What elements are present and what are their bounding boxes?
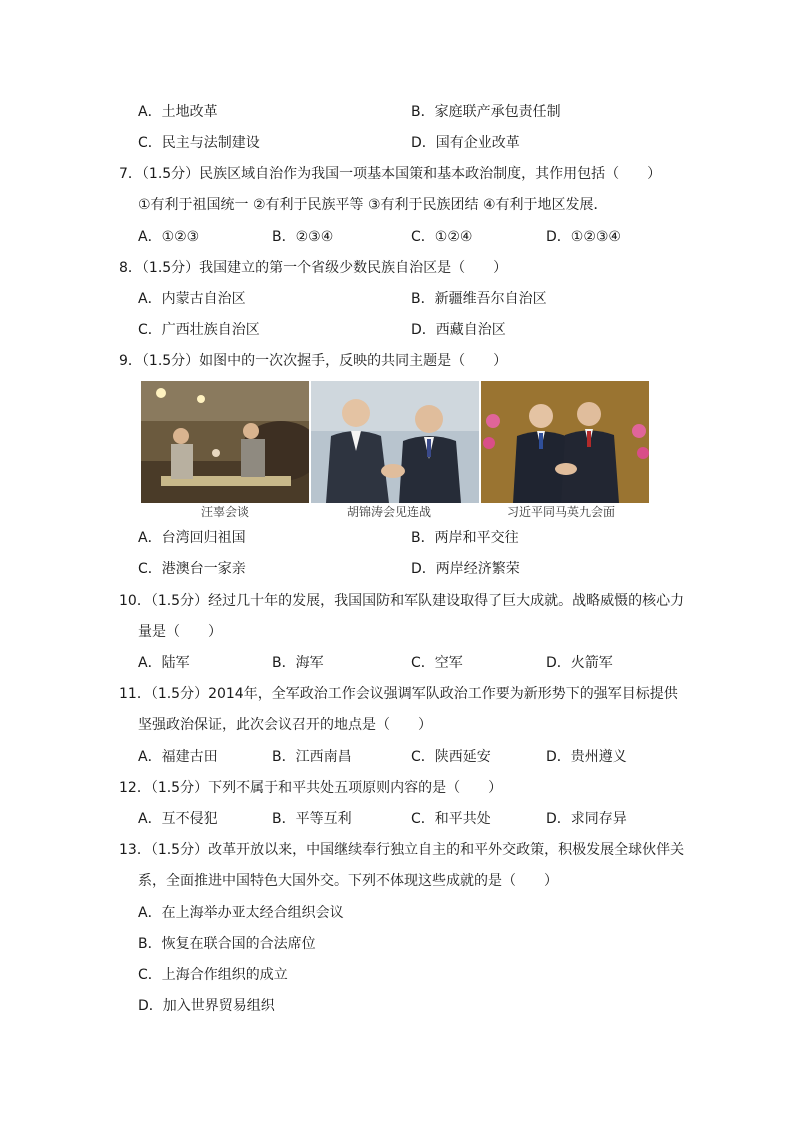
q11-stem-line1: 11．（1.5分）2014年，全军政治工作会议强调军队政治工作要为新形势下的强军目标提供	[119, 686, 678, 702]
q9-option-a: A．台湾回归祖国	[138, 530, 246, 546]
q9-option-b: B．两岸和平交往	[411, 530, 519, 546]
q6-option-a: A．土地改革	[138, 104, 218, 120]
q12-option-d: D．求同存异	[546, 811, 627, 827]
q13-stem-line2: 系，全面推进中国特色大国外交。下列不体现这些成就的是（ ）	[138, 873, 558, 889]
q11-option-a: A．福建古田	[138, 749, 218, 765]
q8-option-b: B．新疆维吾尔自治区	[411, 291, 547, 307]
q7-option-b: B．②③④	[272, 229, 334, 245]
handshake-photos	[141, 381, 649, 521]
q12-option-b: B．平等互利	[272, 811, 352, 827]
q7-option-c: C．①②④	[411, 229, 473, 245]
q13-option-a: A．在上海举办亚太经合组织会议	[138, 905, 344, 921]
q7-items: ①有利于祖国统一 ②有利于民族平等 ③有利于民族团结 ④有利于地区发展．	[138, 197, 608, 213]
q11-option-c: C．陕西延安	[411, 749, 491, 765]
q12-option-c: C．和平共处	[411, 811, 491, 827]
q13-option-b: B．恢复在联合国的合法席位	[138, 936, 316, 952]
q9-option-c: C．港澳台一家亲	[138, 561, 246, 577]
q10-option-c: C．空军	[411, 655, 463, 671]
q8-option-d: D．西藏自治区	[411, 322, 506, 338]
q10-stem-line2: 量是（ ）	[138, 624, 222, 640]
q7-stem: 7．（1.5分）民族区域自治作为我国一项基本国策和基本政治制度，其作用包括（ ）	[119, 166, 662, 182]
q8-stem: 8．（1.5分）我国建立的第一个省级少数民族自治区是（ ）	[119, 260, 508, 276]
q13-option-d: D．加入世界贸易组织	[138, 998, 275, 1014]
q11-stem-line2: 坚强政治保证，此次会议召开的地点是（ ）	[138, 717, 432, 733]
photo-hu-lian-meeting	[311, 381, 479, 503]
q6-option-c: C．民主与法制建设	[138, 135, 260, 151]
q9-option-d: D．两岸经济繁荣	[411, 561, 520, 577]
photo-wang-gu-talks	[141, 381, 309, 503]
q12-option-a: A．互不侵犯	[138, 811, 218, 827]
q11-option-d: D．贵州遵义	[546, 749, 627, 765]
q7-option-d: D．①②③④	[546, 229, 621, 245]
q8-option-c: C．广西壮族自治区	[138, 322, 260, 338]
q11-option-b: B．江西南昌	[272, 749, 352, 765]
q10-option-a: A．陆军	[138, 655, 190, 671]
q10-stem-line1: 10．（1.5分）经过几十年的发展，我国国防和军队建设取得了巨大成就。战略威慑的核心力	[119, 593, 685, 609]
q10-option-d: D．火箭军	[546, 655, 613, 671]
q7-option-a: A．①②③	[138, 229, 200, 245]
caption-1: 汪辜会谈	[201, 505, 250, 519]
q12-stem: 12．（1.5分）下列不属于和平共处五项原则内容的是（ ）	[119, 780, 503, 796]
q13-stem-line1: 13．（1.5分）改革开放以来，中国继续奉行独立自主的和平外交政策，积极发展全球伙伴关	[119, 842, 685, 858]
photo-xi-ma-meeting	[481, 381, 649, 503]
caption-2: 胡锦涛会见连战	[347, 505, 432, 519]
q13-option-c: C．上海合作组织的成立	[138, 967, 288, 983]
q6-option-b: B．家庭联产承包责任制	[411, 104, 561, 120]
q9-stem: 9．（1.5分）如图中的一次次握手，反映的共同主题是（ ）	[119, 353, 508, 369]
caption-3: 习近平同马英九会面	[507, 505, 616, 519]
q10-option-b: B．海军	[272, 655, 324, 671]
q8-option-a: A．内蒙古自治区	[138, 291, 246, 307]
q6-option-d: D．国有企业改革	[411, 135, 520, 151]
